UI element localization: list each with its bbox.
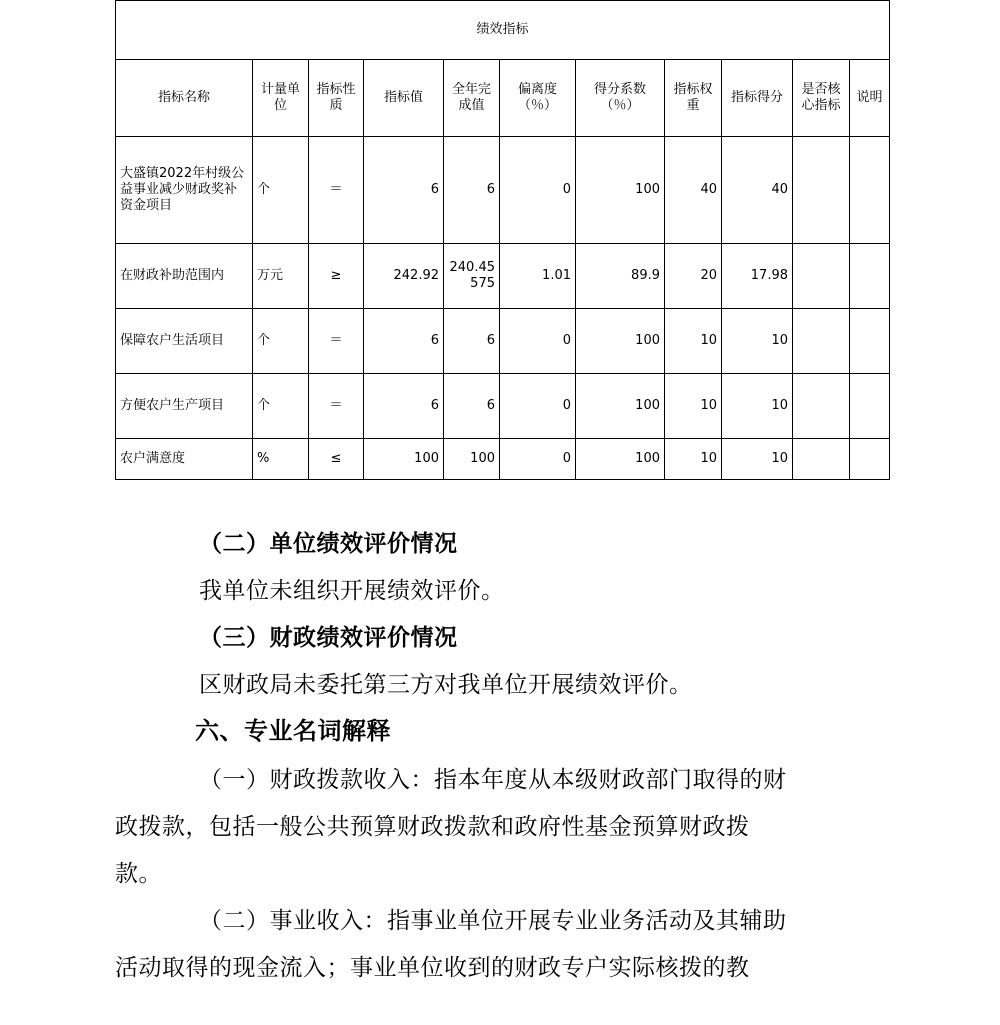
column-header-core: 是否核心指标 [793, 60, 850, 137]
cell-indicator-name: 在财政补助范围内 [116, 244, 253, 309]
cell-indicator-name: 保障农户生活项目 [116, 309, 253, 374]
cell-core [793, 137, 850, 244]
term-1-line-1: （一）财政拨款收入：指本年度从本级财政部门取得的财 [199, 767, 787, 792]
cell-deviation: 0 [500, 439, 576, 480]
cell-weight: 40 [665, 137, 722, 244]
cell-property: ＝ [309, 374, 364, 439]
section-6-heading: 六、专业名词解释 [195, 719, 391, 745]
performance-indicator-table [115, 0, 890, 480]
cell-actual: 240.45575 [444, 244, 500, 309]
performance-table-wrapper [115, 0, 889, 480]
cell-deviation: 1.01 [500, 244, 576, 309]
cell-weight: 20 [665, 244, 722, 309]
cell-score-coefficient: 100 [576, 374, 665, 439]
cell-actual: 6 [444, 374, 500, 439]
table-caption: 绩效指标 [116, 1, 890, 60]
column-header-weight: 指标权重 [665, 60, 722, 137]
cell-unit: 个 [253, 137, 309, 244]
column-header-score: 指标得分 [722, 60, 793, 137]
cell-weight: 10 [665, 439, 722, 480]
term-2-line-1: （二）事业收入：指事业单位开展专业业务活动及其辅助 [199, 908, 787, 933]
cell-unit: 个 [253, 374, 309, 439]
table-row [116, 137, 890, 244]
cell-actual: 100 [444, 439, 500, 480]
document-body [115, 520, 895, 991]
term-1-line-3: 款。 [115, 861, 162, 886]
cell-score: 10 [722, 309, 793, 374]
cell-unit: 个 [253, 309, 309, 374]
column-header-note: 说明 [850, 60, 890, 137]
cell-core [793, 374, 850, 439]
column-header-property: 指标性质 [309, 60, 364, 137]
table-caption-row [116, 1, 890, 60]
cell-core [793, 309, 850, 374]
cell-note [850, 439, 890, 480]
cell-deviation: 0 [500, 309, 576, 374]
cell-score: 10 [722, 374, 793, 439]
cell-deviation: 0 [500, 374, 576, 439]
cell-note [850, 244, 890, 309]
cell-target: 6 [364, 309, 444, 374]
cell-core [793, 439, 850, 480]
column-header-target: 指标值 [364, 60, 444, 137]
column-header-unit: 计量单位 [253, 60, 309, 137]
column-header-name: 指标名称 [116, 60, 253, 137]
cell-property: ＝ [309, 137, 364, 244]
column-header-actual: 全年完成值 [444, 60, 500, 137]
table-row [116, 244, 890, 309]
cell-core [793, 244, 850, 309]
cell-property: ≤ [309, 439, 364, 480]
cell-property: ≥ [309, 244, 364, 309]
cell-property: ＝ [309, 309, 364, 374]
cell-indicator-name: 农户满意度 [116, 439, 253, 480]
table-row [116, 439, 890, 480]
cell-actual: 6 [444, 309, 500, 374]
cell-weight: 10 [665, 309, 722, 374]
cell-deviation: 0 [500, 137, 576, 244]
cell-score-coefficient: 100 [576, 309, 665, 374]
table-row [116, 374, 890, 439]
cell-score-coefficient: 100 [576, 137, 665, 244]
cell-unit: 万元 [253, 244, 309, 309]
cell-actual: 6 [444, 137, 500, 244]
cell-target: 242.92 [364, 244, 444, 309]
cell-target: 6 [364, 137, 444, 244]
cell-score: 17.98 [722, 244, 793, 309]
table-header-row [116, 60, 890, 137]
column-header-deviation: 偏离度（％） [500, 60, 576, 137]
section-3-paragraph: 区财政局未委托第三方对我单位开展绩效评价。 [199, 672, 693, 697]
cell-note [850, 374, 890, 439]
table-row [116, 309, 890, 374]
term-1-line-2: 政拨款，包括一般公共预算财政拨款和政府性基金预算财政拨 [115, 814, 750, 839]
cell-score-coefficient: 89.9 [576, 244, 665, 309]
section-2-heading: （二）单位绩效评价情况 [199, 531, 458, 556]
cell-score: 10 [722, 439, 793, 480]
section-3-heading: （三）财政绩效评价情况 [199, 625, 458, 650]
section-2-paragraph: 我单位未组织开展绩效评价。 [199, 578, 505, 603]
cell-note [850, 137, 890, 244]
cell-note [850, 309, 890, 374]
cell-indicator-name: 方便农户生产项目 [116, 374, 253, 439]
column-header-score-coefficient: 得分系数（％） [576, 60, 665, 137]
cell-score-coefficient: 100 [576, 439, 665, 480]
cell-score: 40 [722, 137, 793, 244]
term-2-line-2: 活动取得的现金流入；事业单位收到的财政专户实际核拨的教 [115, 955, 750, 980]
cell-target: 100 [364, 439, 444, 480]
cell-indicator-name: 大盛镇2022年村级公益事业减少财政奖补资金项目 [116, 137, 253, 244]
cell-target: 6 [364, 374, 444, 439]
cell-weight: 10 [665, 374, 722, 439]
cell-unit: % [253, 439, 309, 480]
